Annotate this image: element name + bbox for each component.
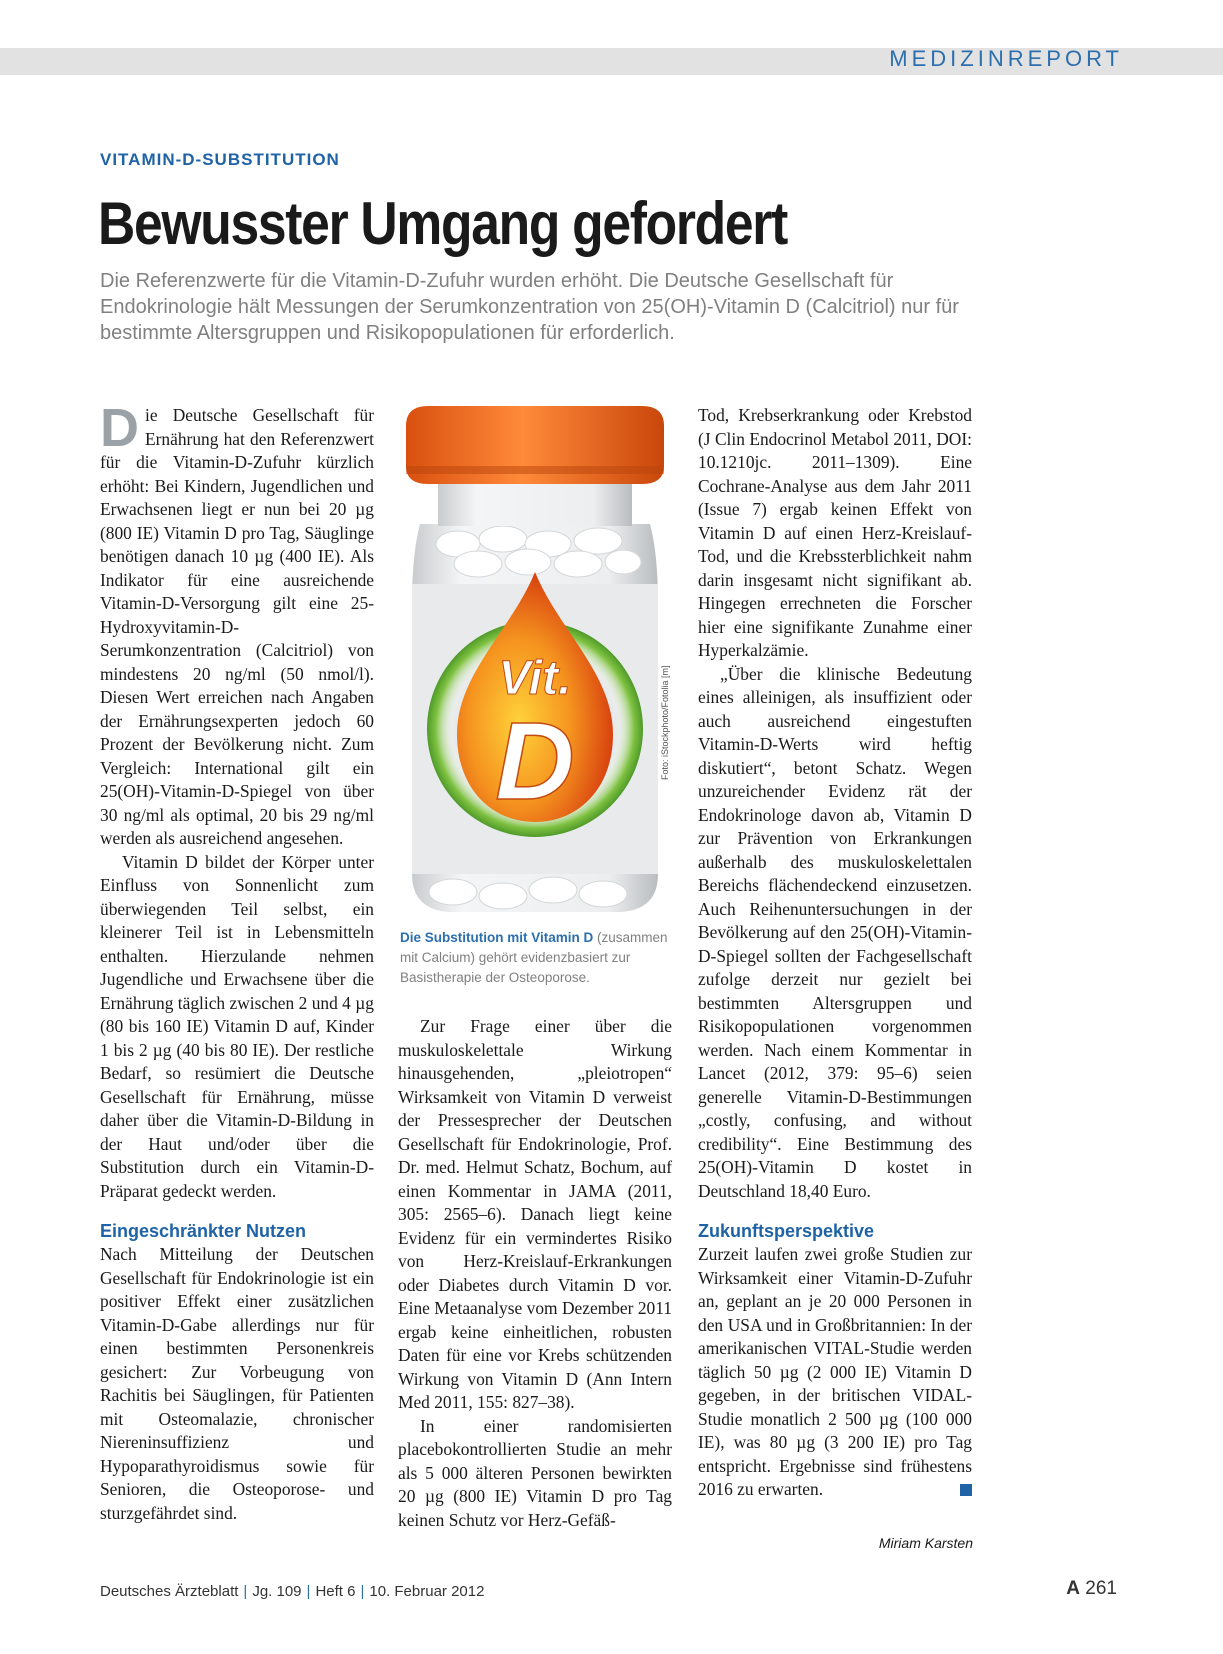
paragraph-8-text: Zurzeit laufen zwei große Studien zur Wirksamkeit einer Vitamin-D-Zufuhr an, geplant an je 20 000 Personen in den USA und in Großbritannien: In der amerikanischen VITAL-Studie werden täglich 50 µg (2 000 IE) Vitamin D gegeben, in der britischen VIDAL-Studie monatlich 2 500 µg (100 000 IE), was 80 µg (3 200 IE) pro Tag entspricht. Ergebnisse sind frühestens 2016 zu erwarten. xyxy=(698,1244,972,1499)
paragraph-6: Tod, Krebserkrankung oder Krebstod (J Clin Endocrinol Metabol 2011, DOI: 10.1210jc. 2011–1309). Eine Cochrane-Analyse aus dem Jahr 2011 (Issue 7) ergab keinen Effekt von Vitamin D auf einen Herz-Kreislauf-Tod, und die Krebssterblichkeit nahm darin insgesamt nicht signifikant ab. Hingegen errechneten die Forscher hier eine signifikante Zunahme einer Hyperkalzämie. xyxy=(698,405,972,660)
paragraph-7: „Über die klinische Bedeutung eines alleinigen, als insuffizient oder auch ausreichend eingestuften Vitamin-D-Werts wird heftig diskutiert“, betont Schatz. Wegen unzureichender Evidenz rät der Endokrinologe davon ab, Vitamin D zur Prävention von Erkrankungen außerhalb des muskuloskelettalen Bereichs flächendeckend einzusetzen. Auch Reihenuntersuchungen in der Bevölkerung auf den 25(OH)-Vitamin-D-Spiegel sollten der Fachgesellschaft zufolge derzeit nur gezielt bei bestimmten Altersgruppen und Risikopopulationen vorgenommen werden. Nach einem Kommentar in Lancet (2012, 379: 95–6) seien generelle Vitamin-D-Bestimmungen „costly, confusing, and without credibility“. Eine Bestimmung des 25(OH)-Vitamin D kostet in Deutschland 18,40 Euro. xyxy=(698,663,972,1201)
issue: Heft 6 xyxy=(315,1583,356,1600)
label-vit-text: Vit. xyxy=(498,652,572,705)
paragraph-8 xyxy=(698,1243,972,1502)
page-number-value: 261 xyxy=(1085,1578,1117,1599)
author-name: Miriam Karsten xyxy=(878,1535,973,1551)
label-d-text: D xyxy=(495,700,575,823)
article-lead: Die Referenzwerte für die Vitamin-D-Zufuhr wurden erhöht. Die Deutsche Gesellschaft für Endokrinologie hält Messungen der Serumkonzentration von 25(OH)-Vitamin D (Calcitriol) nur für bestimmte Altersgruppen und Risikopopulationen für erforderlich. xyxy=(100,270,959,344)
column-2 xyxy=(398,1015,672,1532)
subheading-zukunftsperspektive: Zukunftsperspektive xyxy=(698,1221,875,1241)
article-kicker: VITAMIN-D-SUBSTITUTION xyxy=(100,150,340,169)
subheading-eingeschraenkter-nutzen: Eingeschränkter Nutzen xyxy=(100,1221,307,1241)
vitamin-d-bottle-photo xyxy=(398,404,672,924)
issue-date: 10. Februar 2012 xyxy=(369,1583,485,1600)
end-mark-icon xyxy=(960,1484,972,1496)
section-label: MEDIZINREPORT xyxy=(889,46,1123,71)
page-prefix: A xyxy=(1066,1578,1081,1599)
paragraph-5: In einer randomisierten placebokontrollierten Studie an mehr als 5 000 älteren Personen bewirkten 20 µg (800 IE) Vitamin D pro Tag keinen Schutz vor Herz-Gefäß- xyxy=(398,1415,672,1530)
page-number xyxy=(1066,1578,1117,1600)
caption-text: (zusammen mit Calcium) gehört evidenzbasiert zur Basistherapie der Osteoporose. xyxy=(400,930,668,985)
footer: Deutsches Ärzteblatt | Jg. 109 | Heft 6 | 10. Februar 2012 xyxy=(100,1583,485,1600)
paragraph-1 xyxy=(100,398,374,851)
volume: Jg. 109 xyxy=(252,1583,302,1600)
article-title: Bewusster Umgang gefordert xyxy=(98,190,787,257)
photo-caption xyxy=(400,928,670,988)
column-3 xyxy=(698,404,972,1502)
caption-bold: Die Substitution mit Vitamin D xyxy=(400,930,594,945)
column-1 xyxy=(100,398,374,1525)
paragraph-4: Zur Frage einer über die muskuloskelettale Wirkung hinausgehenden, „pleiotropen“ Wirksamkeit von Vitamin D verweist der Pressesprecher der Deutschen Gesellschaft für Endokrinologie, Prof. Dr. med. Helmut Schatz, Bochum, auf einen Kommentar in JAMA (2011, 305: 2565–6). Danach liegt keine Evidenz für ein vermindertes Risiko von Herz-Kreislauf-Erkrankungen oder Diabetes durch Vitamin D vor. Eine Metaanalyse vom Dezember 2011 ergab keine einheitlichen, robusten Daten für eine vor Krebs schützenden Wirkung von Vitamin D (Ann Intern Med 2011, 155: 827–38). xyxy=(398,1016,672,1412)
paragraph-1-text: ie Deutsche Gesellschaft für Ernährung hat den Referenzwert für die Vitamin-D-Zufuhr kürzlich erhöht: Bei Kindern, Jugendlichen und Erwachsenen liegt er nun bei 20 µg (800 IE) Vitamin D pro Tag, Säuglinge benötigen danach 10 µg (400 IE). Als Indikator für eine ausreichende Vitamin-D-Versorgung gilt eine 25-Hydroxyvitamin-D-Serumkonzentration (Calcitriol) von mindestens 20 ng/ml (50 nmol/l). Diesen Wert erreichen nach Angaben der Ernährungsexperten jedoch 60 Prozent der Bevölkerung nicht. Zum Vergleich: International gilt ein 25(OH)-Vitamin-D-Spiegel von über 30 ng/ml als optimal, 20 bis 29 ng/ml werden als ausreichend angesehen. xyxy=(100,405,374,848)
paragraph-3: Nach Mitteilung der Deutschen Gesellschaft für Endokrinologie ist ein positiver Effekt einer zusätzlichen Vitamin-D-Gabe allerdings nur für einen bestimmten Personenkreis gesichert: Zur Vorbeugung von Rachitis bei Säuglingen, für Patienten mit Osteomalazie, chronischer Niereninsuffizienz und Hypoparathyroidismus sowie für Senioren, die Osteoporose- und sturzgefährdet sind. xyxy=(100,1244,374,1523)
journal-name: Deutsches Ärzteblatt xyxy=(100,1583,239,1600)
photo-credit: Foto: iStockphoto/Fotolia [m] xyxy=(660,665,670,780)
drop-cap: D xyxy=(100,398,139,458)
paragraph-2: Vitamin D bildet der Körper unter Einfluss von Sonnenlicht zum überwiegenden Teil selbst, ein kleinerer Teil ist in Lebensmitteln enthalten. Hierzulande nehmen Jugendliche und Erwachsene über die Ernährung täglich zwischen 2 und 4 µg (80 bis 160 IE) Vitamin D auf, Kinder 1 bis 2 µg (40 bis 80 IE). Der restliche Bedarf, so resümiert die Deutsche Gesellschaft für Ernährung, müsse daher über die Vitamin-D-Bildung in der Haut und/oder über die Substitution durch ein Vitamin-D-Präparat gedeckt werden. xyxy=(100,851,374,1201)
